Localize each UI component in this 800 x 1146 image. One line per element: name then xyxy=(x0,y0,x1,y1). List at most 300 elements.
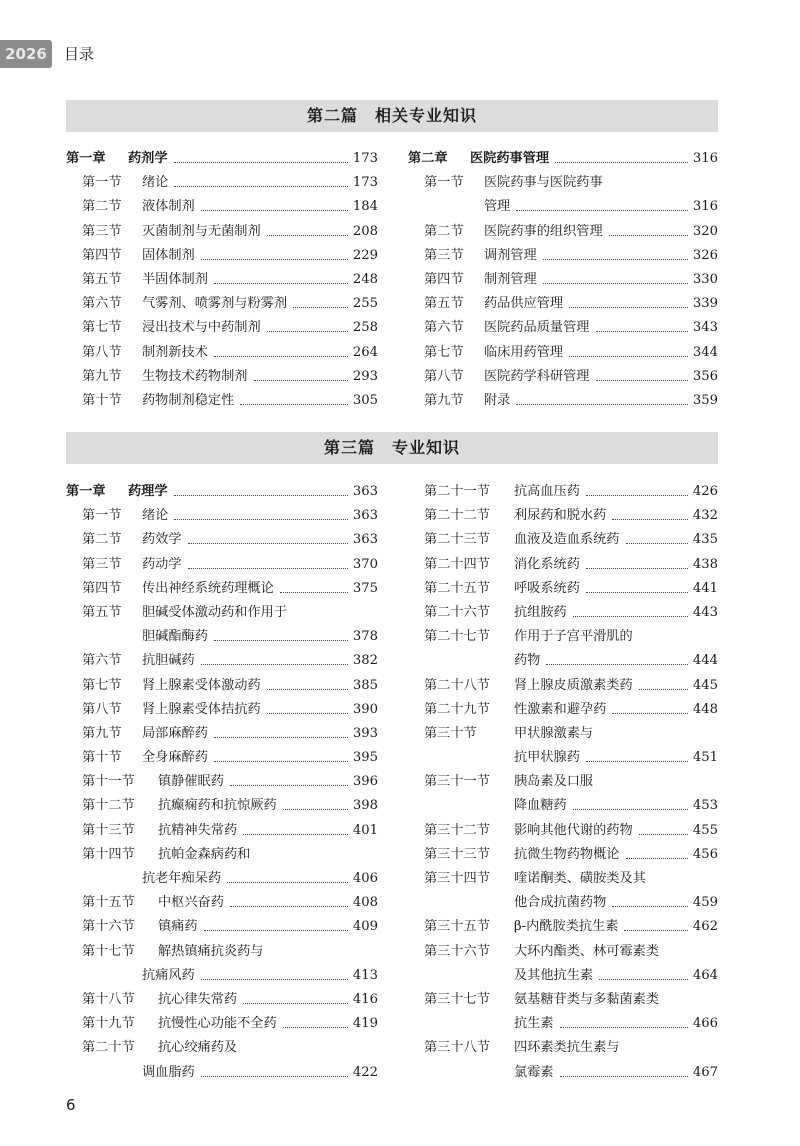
toc-section-row[interactable] xyxy=(66,601,378,625)
toc-section-row[interactable] xyxy=(408,867,718,891)
toc-entry-number: 第二十七节 xyxy=(424,629,490,645)
toc-section-row[interactable] xyxy=(66,341,378,365)
toc-section-row[interactable] xyxy=(66,746,378,770)
toc-section-row[interactable] xyxy=(408,988,718,1012)
toc-entry-title: 抗心律失常药 xyxy=(158,991,238,1007)
toc-entry-number: 第六节 xyxy=(82,296,122,312)
toc-section-row[interactable] xyxy=(66,292,378,316)
toc-leader-dots xyxy=(546,664,688,665)
toc-entry-title: 胆碱受体激动药和作用于 xyxy=(142,604,288,620)
toc-leader-dots xyxy=(204,930,348,931)
part-title: 第三篇 专业知识 xyxy=(66,432,718,464)
toc-leader-dots xyxy=(267,235,348,236)
toc-entry-title: 抗慢性心功能不全药 xyxy=(158,1016,277,1032)
toc-entry-title: 药物 xyxy=(514,653,541,669)
toc-leader-dots xyxy=(174,186,348,187)
toc-entry-page: 445 xyxy=(692,677,718,693)
toc-section-row[interactable] xyxy=(408,389,718,413)
toc-entry-page: 173 xyxy=(352,151,378,166)
toc-leader-dots xyxy=(624,930,688,931)
toc-entry-page: 363 xyxy=(352,484,378,499)
toc-section-row[interactable] xyxy=(66,1061,378,1085)
toc-entry-title: 抗甲状腺药 xyxy=(514,750,580,766)
toc-entry-page: 435 xyxy=(692,532,718,548)
toc-entry-title: 中枢兴奋药 xyxy=(158,895,224,911)
toc-entry-number: 第二十九节 xyxy=(424,701,490,717)
toc-entry-number: 第十二节 xyxy=(82,798,135,814)
toc-section-row[interactable] xyxy=(66,988,378,1012)
toc-entry-number: 第二十八节 xyxy=(424,677,490,693)
toc-section-row[interactable] xyxy=(66,316,378,340)
toc-section-row[interactable] xyxy=(408,649,718,673)
toc-section-row[interactable] xyxy=(408,625,718,649)
toc-entry-title: 及其他抗生素 xyxy=(514,967,594,983)
toc-entry-number: 第十六节 xyxy=(82,919,135,935)
toc-section-row[interactable] xyxy=(66,504,378,528)
toc-entry-title: 传出神经系统药理概论 xyxy=(142,580,274,596)
toc-entry-page: 401 xyxy=(352,822,378,838)
toc-leader-dots xyxy=(586,592,688,593)
toc-entry-page: 441 xyxy=(692,580,718,596)
toc-leader-dots xyxy=(612,906,688,907)
toc-entry-number: 第二章 xyxy=(408,151,448,166)
toc-section-row[interactable] xyxy=(408,504,718,528)
toc-entry-number: 第六节 xyxy=(424,320,464,336)
toc-leader-dots xyxy=(639,689,688,690)
toc-entry-number: 第二十四节 xyxy=(424,556,490,572)
toc-entry-title: 抗微生物药物概论 xyxy=(514,846,620,862)
toc-section-row[interactable] xyxy=(408,843,718,867)
toc-entry-number: 第三十七节 xyxy=(424,991,490,1007)
toc-section-row[interactable] xyxy=(408,528,718,552)
toc-leader-dots xyxy=(188,543,348,544)
toc-entry-title: 喹诺酮类、磺胺类及其 xyxy=(514,871,646,886)
toc-entry-number: 第三十二节 xyxy=(424,822,490,838)
toc-section-row[interactable] xyxy=(66,770,378,794)
toc-entry-number: 第十三节 xyxy=(82,822,135,838)
toc-entry-title: 药理学 xyxy=(128,484,168,499)
toc-entry-number: 第三十六节 xyxy=(424,943,490,959)
toc-entry-title: 药品供应管理 xyxy=(484,296,564,312)
toc-entry-title: 液体制剂 xyxy=(142,199,195,215)
toc-section-row[interactable] xyxy=(408,915,718,939)
toc-entry-title: 血液及造血系统药 xyxy=(514,532,620,548)
toc-section-row[interactable] xyxy=(408,698,718,722)
toc-entry-page: 293 xyxy=(352,368,378,384)
toc-entry-page: 343 xyxy=(692,320,718,336)
toc-leader-dots xyxy=(267,331,348,332)
toc-entry-page: 382 xyxy=(352,653,378,669)
toc-section-row[interactable] xyxy=(66,1036,378,1060)
toc-entry-title: 抗老年痴呆药 xyxy=(142,871,222,886)
toc-entry-title: 性激素和避孕药 xyxy=(514,701,607,717)
toc-section-row[interactable] xyxy=(66,819,378,843)
toc-section-row[interactable] xyxy=(66,195,378,219)
toc-entry-title: 胆碱酯酶药 xyxy=(142,629,208,645)
toc-section-row[interactable] xyxy=(66,268,378,292)
toc-leader-dots xyxy=(201,210,348,211)
toc-entry-title: 消化系统药 xyxy=(514,556,580,572)
toc-entry-page: 426 xyxy=(692,484,718,499)
toc-entry-number: 第十九节 xyxy=(82,1016,135,1032)
toc-section-row[interactable] xyxy=(66,553,378,577)
toc-entry-page: 316 xyxy=(692,199,718,215)
toc-entry-number: 第三十四节 xyxy=(424,871,490,886)
toc-entry-page: 448 xyxy=(692,701,718,717)
toc-section-row[interactable] xyxy=(66,389,378,413)
toc-entry-number: 第三十节 xyxy=(424,725,477,741)
toc-entry-title: 生物技术药物制剂 xyxy=(142,368,248,384)
toc-leader-dots xyxy=(283,809,348,810)
toc-entry-number: 第十节 xyxy=(82,750,122,766)
toc-entry-page: 385 xyxy=(352,677,378,693)
toc-entry-page: 438 xyxy=(692,556,718,572)
toc-leader-dots xyxy=(573,616,688,617)
toc-section-row[interactable] xyxy=(66,915,378,939)
toc-leader-dots xyxy=(293,307,348,308)
toc-leader-dots xyxy=(188,568,348,569)
toc-section-row[interactable] xyxy=(66,625,378,649)
toc-column-right xyxy=(408,147,718,413)
toc-entry-page: 467 xyxy=(692,1064,718,1080)
toc-section-row[interactable] xyxy=(408,365,718,389)
toc-section-row[interactable] xyxy=(408,722,718,746)
toc-entry-number: 第十一节 xyxy=(82,774,135,790)
toc-entry-number: 第十节 xyxy=(82,392,122,408)
toc-leader-dots xyxy=(543,259,688,260)
toc-entry-page: 462 xyxy=(692,919,718,935)
toc-section-row[interactable] xyxy=(408,1036,718,1060)
toc-entry-title: 大环内酯类、林可霉素类 xyxy=(514,943,660,959)
toc-entry-title: 抗生素 xyxy=(514,1016,554,1032)
toc-entry-page: 422 xyxy=(352,1064,378,1080)
toc-leader-dots xyxy=(174,519,348,520)
toc-entry-page: 184 xyxy=(352,199,378,215)
toc-section-row[interactable] xyxy=(408,244,718,268)
toc-entry-title: 全身麻醉药 xyxy=(142,750,208,766)
toc-section-row[interactable] xyxy=(408,1012,718,1036)
toc-entry-number: 第二十节 xyxy=(82,1040,135,1056)
toc-leader-dots xyxy=(214,283,348,284)
toc-leader-dots xyxy=(267,689,348,690)
toc-column-left xyxy=(66,480,378,1085)
toc-section-row[interactable] xyxy=(66,843,378,867)
toc-section-row[interactable] xyxy=(408,268,718,292)
toc-column-left xyxy=(66,147,378,413)
toc-section-row[interactable] xyxy=(66,577,378,601)
toc-column-right xyxy=(408,480,718,1085)
toc-entry-number: 第二节 xyxy=(82,532,122,548)
toc-leader-dots xyxy=(612,713,688,714)
toc-entry-title: 临床用药管理 xyxy=(484,344,564,360)
toc-entry-page: 406 xyxy=(352,871,378,886)
toc-entry-page: 255 xyxy=(352,296,378,312)
toc-entry-title: 抗心绞痛药及 xyxy=(158,1040,238,1056)
toc-section-row[interactable] xyxy=(66,365,378,389)
toc-entry-page: 305 xyxy=(352,392,378,408)
toc-entry-page: 413 xyxy=(352,967,378,983)
toc-leader-dots xyxy=(612,519,688,520)
toc-entry-title: 药物制剂稳定性 xyxy=(142,392,235,408)
toc-entry-title: 镇静催眠药 xyxy=(158,774,224,790)
toc-leader-dots xyxy=(201,664,348,665)
toc-entry-number: 第三节 xyxy=(424,247,464,263)
toc-leader-dots xyxy=(599,979,688,980)
toc-leader-dots xyxy=(214,356,348,357)
toc-entry-title: 管理 xyxy=(484,199,511,215)
toc-entry-title: 四环素类抗生素与 xyxy=(514,1040,620,1056)
toc-section-row[interactable] xyxy=(66,244,378,268)
toc-section-row[interactable] xyxy=(66,1012,378,1036)
toc-entry-page: 396 xyxy=(352,774,378,790)
toc-entry-page: 370 xyxy=(352,556,378,572)
toc-entry-page: 416 xyxy=(352,991,378,1007)
toc-entry-page: 378 xyxy=(352,629,378,645)
toc-section-row[interactable] xyxy=(66,891,378,915)
toc-leader-dots xyxy=(240,404,348,405)
page-number: 6 xyxy=(66,1096,76,1114)
toc-section-row[interactable] xyxy=(66,674,378,698)
toc-entry-title: 抗帕金森病药和 xyxy=(158,846,251,862)
toc-entry-page: 356 xyxy=(692,368,718,384)
toc-entry-title: 药剂学 xyxy=(128,151,168,166)
toc-entry-title: 作用于子宫平滑肌的 xyxy=(514,629,633,645)
toc-section-row[interactable] xyxy=(408,220,718,244)
toc-entry-number: 第一章 xyxy=(66,151,106,166)
toc-entry-number: 第一节 xyxy=(82,508,122,524)
toc-entry-page: 443 xyxy=(692,604,718,620)
toc-entry-number: 第八节 xyxy=(82,701,122,717)
toc-entry-number: 第八节 xyxy=(424,368,464,384)
toc-entry-page: 464 xyxy=(692,967,718,983)
toc-leader-dots xyxy=(283,1027,348,1028)
toc-leader-dots xyxy=(174,495,348,496)
toc-section-row[interactable] xyxy=(408,964,718,988)
toc-leader-dots xyxy=(586,761,688,762)
toc-entry-page: 451 xyxy=(692,750,718,766)
toc-entry-title: 医院药事管理 xyxy=(470,151,550,166)
toc-entry-page: 409 xyxy=(352,919,378,935)
toc-entry-number: 第九节 xyxy=(424,392,464,408)
toc-entry-number: 第二十二节 xyxy=(424,508,490,524)
toc-entry-title: 绪论 xyxy=(142,175,169,191)
toc-section-row[interactable] xyxy=(408,316,718,340)
toc-entry-title: 甲状腺激素与 xyxy=(514,725,594,741)
part-title: 第二篇 相关专业知识 xyxy=(66,100,718,132)
toc-section-row[interactable] xyxy=(66,220,378,244)
toc-entry-number: 第二十三节 xyxy=(424,532,490,548)
toc-entry-title: 解热镇痛抗炎药与 xyxy=(158,943,264,959)
toc-entry-title: 肾上腺素受体激动药 xyxy=(142,677,261,693)
toc-entry-number: 第六节 xyxy=(82,653,122,669)
toc-entry-title: 抗高血压药 xyxy=(514,484,580,499)
toc-entry-page: 393 xyxy=(352,725,378,741)
toc-entry-title: 半固体制剂 xyxy=(142,271,208,287)
toc-entry-title: 局部麻醉药 xyxy=(142,725,208,741)
toc-entry-page: 363 xyxy=(352,508,378,524)
toc-section-row[interactable] xyxy=(408,577,718,601)
toc-entry-page: 419 xyxy=(352,1016,378,1032)
toc-leader-dots xyxy=(201,259,348,260)
toc-leader-dots xyxy=(243,1003,348,1004)
toc-section-row[interactable] xyxy=(408,674,718,698)
toc-section-row[interactable] xyxy=(66,171,378,195)
toc-entry-title: 调血脂药 xyxy=(142,1064,195,1080)
toc-entry-title: 胰岛素及口服 xyxy=(514,774,594,790)
toc-entry-page: 432 xyxy=(692,508,718,524)
toc-entry-number: 第四节 xyxy=(424,271,464,287)
toc-entry-number: 第五节 xyxy=(82,271,122,287)
toc-leader-dots xyxy=(560,1076,688,1077)
toc-leader-dots xyxy=(243,834,348,835)
toc-entry-title: 抗胆碱药 xyxy=(142,653,195,669)
toc-section-row[interactable] xyxy=(66,794,378,818)
toc-entry-number: 第二十五节 xyxy=(424,580,490,596)
toc-entry-page: 398 xyxy=(352,798,378,814)
toc-entry-page: 455 xyxy=(692,822,718,838)
toc-entry-page: 208 xyxy=(352,223,378,239)
toc-entry-title: 浸出技术与中药制剂 xyxy=(142,320,261,336)
toc-entry-title: 制剂管理 xyxy=(484,271,537,287)
toc-entry-title: 灭菌制剂与无菌制剂 xyxy=(142,223,261,239)
toc-leader-dots xyxy=(626,858,688,859)
toc-section-row[interactable] xyxy=(66,528,378,552)
toc-entry-number: 第九节 xyxy=(82,725,122,741)
toc-section-row[interactable] xyxy=(66,940,378,964)
toc-leader-dots xyxy=(201,979,348,980)
toc-entry-title: 医院药事与医院药事 xyxy=(484,175,603,191)
toc-entry-page: 395 xyxy=(352,750,378,766)
toc-entry-number: 第十四节 xyxy=(82,846,135,862)
toc-entry-number: 第二节 xyxy=(82,199,122,215)
toc-section-row[interactable] xyxy=(66,649,378,673)
toc-entry-title: 医院药事的组织管理 xyxy=(484,223,603,239)
toc-leader-dots xyxy=(280,592,348,593)
toc-section-row[interactable] xyxy=(408,553,718,577)
toc-entry-number: 第十八节 xyxy=(82,991,135,1007)
toc-entry-number: 第七节 xyxy=(82,677,122,693)
toc-entry-title: 肾上腺皮质激素类药 xyxy=(514,677,633,693)
toc-section-row[interactable] xyxy=(66,964,378,988)
toc-leader-dots xyxy=(543,283,688,284)
toc-chapter-row[interactable] xyxy=(408,147,718,171)
toc-entry-page: 375 xyxy=(352,580,378,596)
toc-entry-title: 固体制剂 xyxy=(142,247,195,263)
toc-section-row[interactable] xyxy=(408,746,718,770)
toc-entry-page: 326 xyxy=(692,247,718,263)
toc-entry-number: 第五节 xyxy=(424,296,464,312)
toc-entry-page: 344 xyxy=(692,344,718,360)
toc-entry-number: 第十七节 xyxy=(82,943,135,959)
toc-section-row[interactable] xyxy=(408,341,718,365)
toc-leader-dots xyxy=(230,906,348,907)
toc-leader-dots xyxy=(586,495,688,496)
toc-entry-title: 抗癫痫药和抗惊厥药 xyxy=(158,798,277,814)
toc-entry-page: 459 xyxy=(692,895,718,911)
toc-entry-page: 339 xyxy=(692,296,718,312)
toc-section-row[interactable] xyxy=(408,292,718,316)
toc-entry-title: β-内酰胺类抗生素 xyxy=(514,919,619,935)
toc-section-row[interactable] xyxy=(66,698,378,722)
toc-leader-dots xyxy=(596,331,688,332)
toc-entry-title: 绪论 xyxy=(142,508,169,524)
toc-entry-number: 第一章 xyxy=(66,484,106,499)
toc-entry-page: 248 xyxy=(352,271,378,287)
toc-entry-title: 氨基糖苷类与多黏菌素类 xyxy=(514,991,660,1007)
toc-entry-title: 镇痛药 xyxy=(158,919,198,935)
toc-leader-dots xyxy=(516,404,688,405)
toc-leader-dots xyxy=(267,713,348,714)
toc-section-row[interactable] xyxy=(408,1061,718,1085)
toc-chapter-row[interactable] xyxy=(66,480,378,504)
toc-entry-number: 第三十八节 xyxy=(424,1040,490,1056)
toc-entry-number: 第一节 xyxy=(424,175,464,191)
toc-entry-page: 264 xyxy=(352,344,378,360)
toc-entry-number: 第四节 xyxy=(82,247,122,263)
toc-leader-dots xyxy=(569,356,688,357)
toc-section-row[interactable] xyxy=(408,480,718,504)
toc-entry-number: 第五节 xyxy=(82,604,122,620)
toc-entry-number: 第七节 xyxy=(424,344,464,360)
toc-leader-dots xyxy=(596,380,688,381)
toc-entry-page: 320 xyxy=(692,223,718,239)
toc-section-row[interactable] xyxy=(66,867,378,891)
toc-entry-title: 抗组胺药 xyxy=(514,604,567,620)
toc-section-row[interactable] xyxy=(408,819,718,843)
toc-entry-page: 363 xyxy=(352,532,378,548)
toc-entry-title: 制剂新技术 xyxy=(142,344,208,360)
toc-entry-number: 第三十五节 xyxy=(424,919,490,935)
toc-entry-title: 药效学 xyxy=(142,532,182,548)
toc-entry-title: 附录 xyxy=(484,392,511,408)
toc-leader-dots xyxy=(573,809,688,810)
toc-leader-dots xyxy=(516,210,688,211)
toc-leader-dots xyxy=(560,1027,688,1028)
toc-section-row[interactable] xyxy=(408,940,718,964)
toc-chapter-row[interactable] xyxy=(66,147,378,171)
toc-entry-title: 他合成抗菌药物 xyxy=(514,895,607,911)
year-tab: 2026 xyxy=(0,40,52,68)
toc-section-row[interactable] xyxy=(408,171,718,195)
toc-entry-number: 第三节 xyxy=(82,556,122,572)
toc-section-row[interactable] xyxy=(408,195,718,219)
toc-section-row[interactable] xyxy=(408,794,718,818)
toc-entry-title: 氯霉素 xyxy=(514,1064,554,1080)
toc-entry-number: 第三十三节 xyxy=(424,846,490,862)
toc-section-row[interactable] xyxy=(408,770,718,794)
toc-section-row[interactable] xyxy=(408,891,718,915)
toc-entry-number: 第二十六节 xyxy=(424,604,490,620)
toc-section-row[interactable] xyxy=(408,601,718,625)
toc-entry-number: 第九节 xyxy=(82,368,122,384)
toc-leader-dots xyxy=(626,543,688,544)
toc-entry-page: 229 xyxy=(352,247,378,263)
toc-leader-dots xyxy=(214,737,348,738)
toc-entry-title: 呼吸系统药 xyxy=(514,580,580,596)
toc-entry-page: 258 xyxy=(352,320,378,336)
toc-entry-number: 第二节 xyxy=(424,223,464,239)
toc-entry-title: 医院药品质量管理 xyxy=(484,320,590,336)
toc-section-row[interactable] xyxy=(66,722,378,746)
header-title: 目录 xyxy=(64,45,95,63)
toc-leader-dots xyxy=(586,568,688,569)
toc-entry-number: 第二十一节 xyxy=(424,484,490,499)
toc-entry-number: 第七节 xyxy=(82,320,122,336)
toc-entry-number: 第三十一节 xyxy=(424,774,490,790)
toc-entry-page: 453 xyxy=(692,798,718,814)
toc-leader-dots xyxy=(639,834,688,835)
toc-entry-title: 药动学 xyxy=(142,556,182,572)
